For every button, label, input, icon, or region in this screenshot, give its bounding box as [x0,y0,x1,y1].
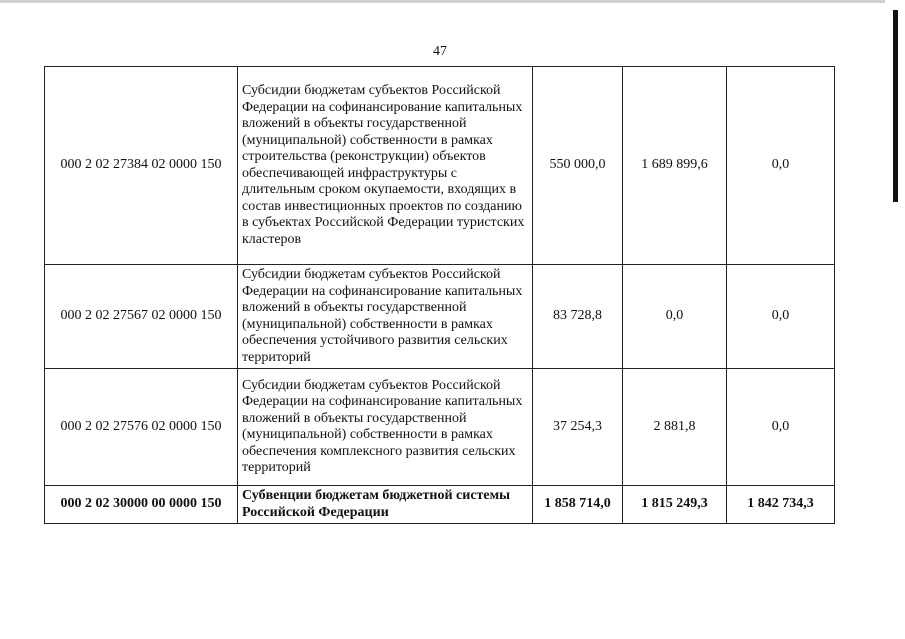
scan-top-edge [0,0,885,3]
description-cell: Субсидии бюджетам субъектов Российской Федерации на софинансирование капитальных вложений в объекты государственной (муниципальной) собственности в рамках обеспечения комплексного развития сельских территорий [238,369,533,486]
value-cell-2: 0,0 [623,265,727,369]
table-row [45,67,835,265]
table-row [45,369,835,486]
value-cell-3: 1 842 734,3 [727,486,835,524]
budget-code-cell: 000 2 02 27576 02 0000 150 [45,369,238,486]
value-cell-2: 1 815 249,3 [623,486,727,524]
budget-table [44,66,835,524]
value-cell-1: 37 254,3 [533,369,623,486]
table-row-total [45,486,835,524]
description-cell: Субвенции бюджетам бюджетной системы Российской Федерации [238,486,533,524]
value-cell-1: 1 858 714,0 [533,486,623,524]
value-cell-3: 0,0 [727,67,835,265]
budget-code-cell: 000 2 02 30000 00 0000 150 [45,486,238,524]
value-cell-1: 83 728,8 [533,265,623,369]
value-cell-2: 1 689 899,6 [623,67,727,265]
table-row [45,265,835,369]
description-cell: Субсидии бюджетам субъектов Российской Федерации на софинансирование капитальных вложений в объекты государственной (муниципальной) собственности в рамках строительства (реконструкции) объектов обеспечивающей инфраструктуры с длительным сроком окупаемости, входящих в состав инвестиционных проектов по созданию в субъектах Российской Федерации туристских кластеров [238,67,533,265]
description-cell: Субсидии бюджетам субъектов Российской Федерации на софинансирование капитальных вложений в объекты государственной (муниципальной) собственности в рамках обеспечения устойчивого развития сельских территорий [238,265,533,369]
value-cell-3: 0,0 [727,369,835,486]
value-cell-2: 2 881,8 [623,369,727,486]
budget-code-cell: 000 2 02 27384 02 0000 150 [45,67,238,265]
page-number: 47 [433,44,447,59]
scan-right-edge [893,10,898,202]
value-cell-3: 0,0 [727,265,835,369]
budget-code-cell: 000 2 02 27567 02 0000 150 [45,265,238,369]
value-cell-1: 550 000,0 [533,67,623,265]
